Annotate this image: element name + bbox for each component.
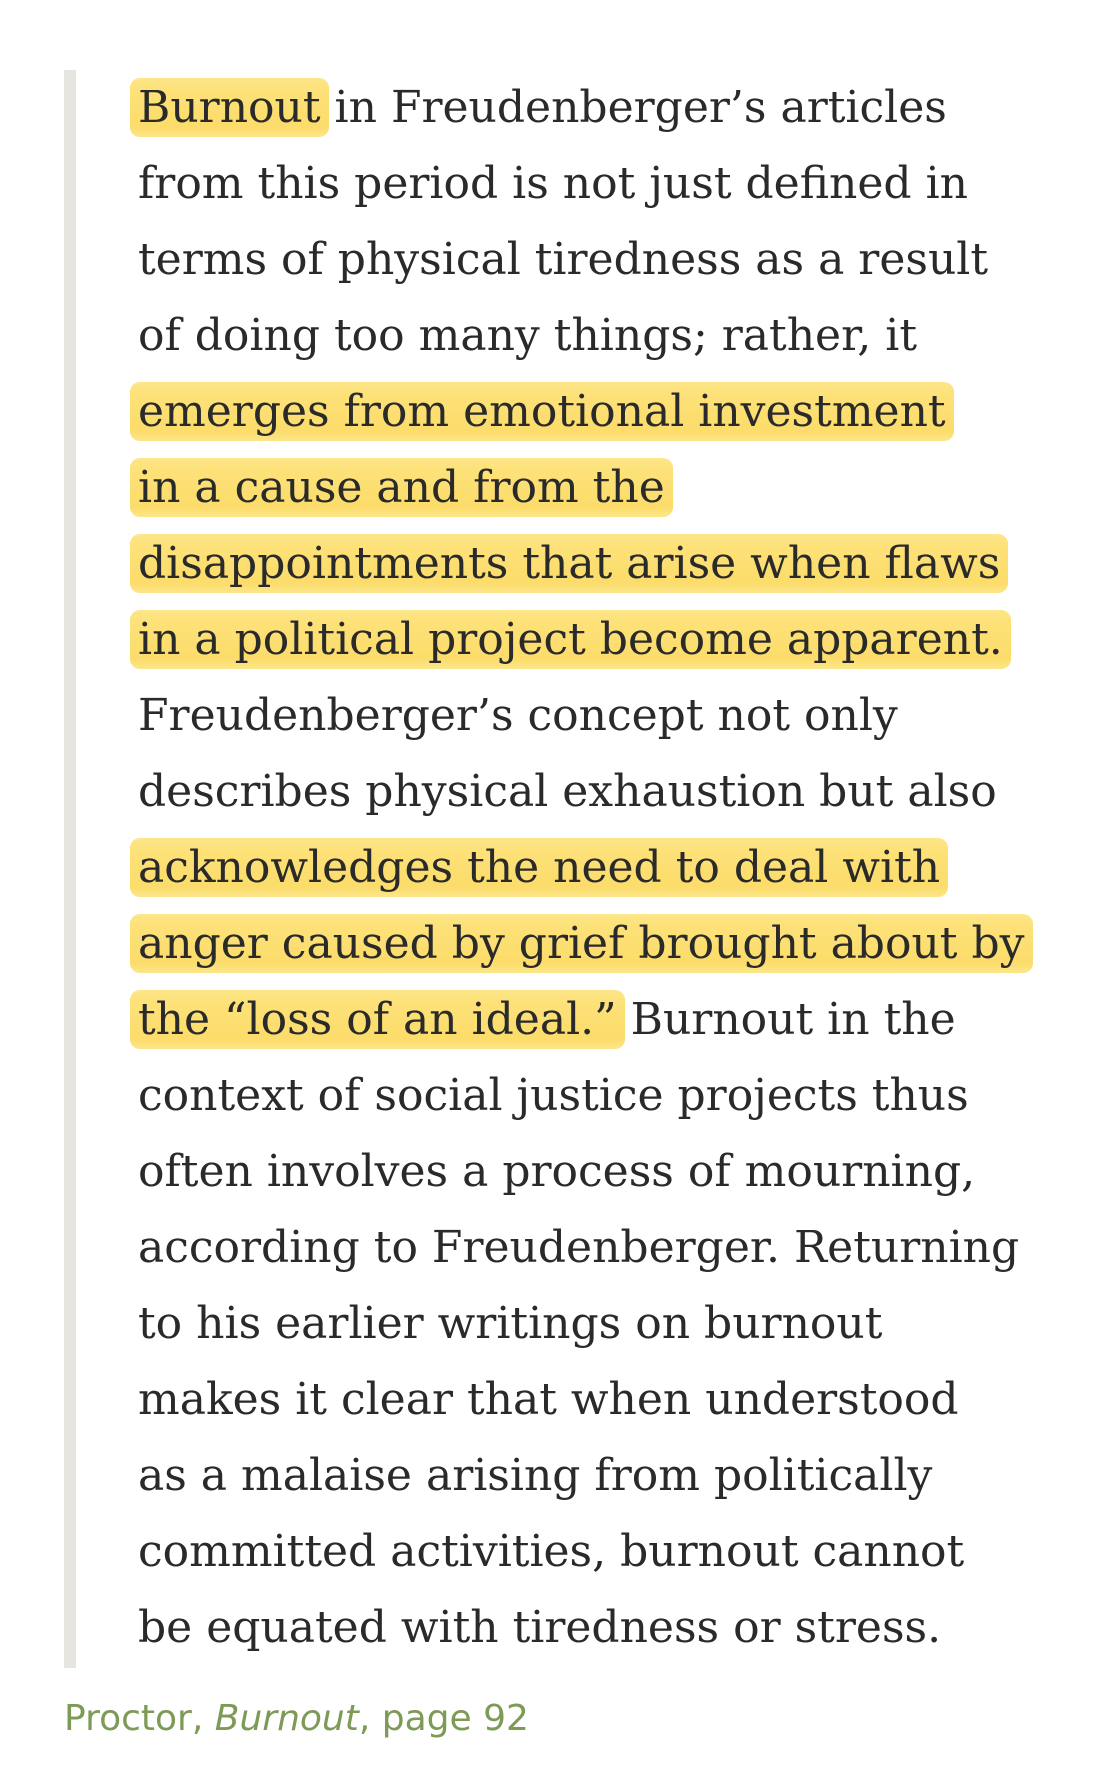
highlighted-text[interactable]: Burnout [130,78,329,137]
quote-line [138,450,1038,526]
quote-text-segment: to his earlier writings on burnout [138,1298,883,1349]
quote-line [138,602,1038,678]
highlighted-quote [138,70,1038,1666]
quote-line [138,1590,1038,1666]
quote-line [138,146,1038,222]
quote-line [138,526,1038,602]
quote-text-segment: committed activities, burnout cannot [138,1526,965,1577]
citation-author: Proctor, [64,1698,204,1739]
quote-text-segment: terms of physical tiredness as a result [138,234,989,285]
quote-line [138,754,1038,830]
quote-text-segment: according to Freudenberger. Returning [138,1222,1020,1273]
quote-line [138,1438,1038,1514]
highlighted-text[interactable]: in a cause and from the [130,458,673,517]
citation[interactable] [64,1698,529,1739]
quote-text-segment: makes it clear that when understood [138,1374,959,1425]
quote-line [138,1362,1038,1438]
quote-line [138,298,1038,374]
quote-text-segment: context of social justice projects thus [138,1070,969,1121]
quote-line [138,374,1038,450]
quote-text-segment: in Freudenberger’s articles [320,82,947,133]
citation-book-title: Burnout [214,1698,359,1739]
highlighted-text[interactable]: emerges from emotional investment [130,382,954,441]
quote-text-segment: describes physical exhaustion but also [138,766,997,817]
quote-line [138,1134,1038,1210]
citation-page: , page 92 [358,1698,529,1739]
quote-line [138,678,1038,754]
quote-text-segment: as a malaise arising from politically [138,1450,933,1501]
quote-line [138,830,1038,906]
quote-text-segment: often involves a process of mourning, [138,1146,976,1197]
quote-line [138,906,1038,982]
highlighted-text[interactable]: the “loss of an ideal.” [130,990,625,1049]
highlighted-text[interactable]: in a political project become apparent. [130,610,1011,669]
quote-text-segment: of doing too many things; rather, it [138,310,918,361]
quote-line [138,982,1038,1058]
quote-line [138,222,1038,298]
quote-line [138,1210,1038,1286]
blockquote-bar [64,70,76,1668]
quote-line [138,1058,1038,1134]
quote-text-segment: be equated with tiredness or stress. [138,1602,942,1653]
quote-line [138,70,1038,146]
quote-line [138,1514,1038,1590]
highlighted-text[interactable]: disappointments that arise when flaws [130,534,1008,593]
quote-line [138,1286,1038,1362]
quote-text-segment: Freudenberger’s concept not only [138,690,898,741]
highlighted-text[interactable]: acknowledges the need to deal with [130,838,948,897]
quote-text-segment: Burnout in the [616,994,956,1045]
quote-text-segment: from this period is not just defined in [138,158,968,209]
highlighted-text[interactable]: anger caused by grief brought about by [130,914,1033,973]
